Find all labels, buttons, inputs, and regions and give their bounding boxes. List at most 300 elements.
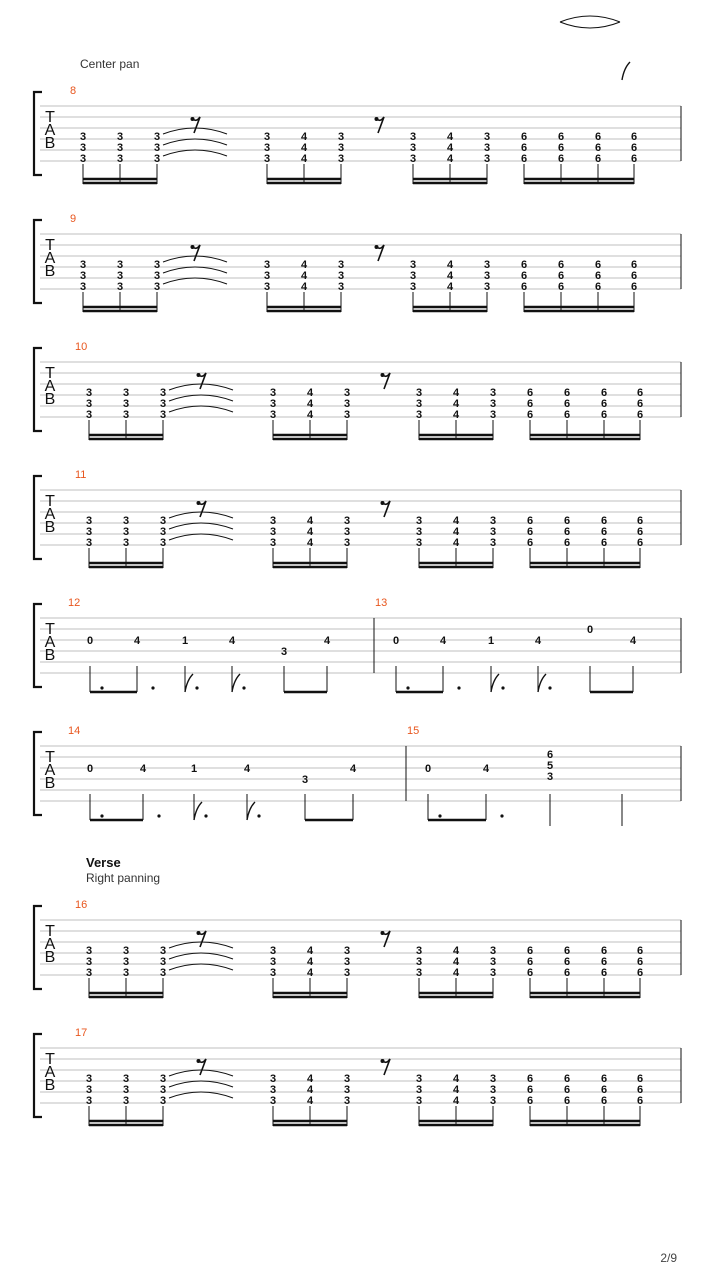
fret-number: 3 bbox=[415, 1084, 423, 1096]
measure-number: 8 bbox=[70, 85, 77, 97]
tab-clef-letter: B bbox=[44, 135, 56, 152]
fret-number: 3 bbox=[415, 409, 423, 421]
measure-number: 17 bbox=[75, 1027, 88, 1039]
system-brace bbox=[34, 92, 42, 175]
fret-number: 3 bbox=[489, 945, 497, 957]
fret-number: 3 bbox=[343, 409, 351, 421]
eighth-rest bbox=[381, 373, 391, 389]
fret-number: 4 bbox=[228, 635, 236, 647]
center-pan-annotation: Center pan bbox=[80, 57, 140, 71]
fret-number: 1 bbox=[190, 763, 198, 775]
tab-clef-letter: T bbox=[45, 923, 55, 940]
note-flag bbox=[232, 674, 240, 692]
fret-number: 3 bbox=[489, 1073, 497, 1085]
fret-number: 6 bbox=[594, 153, 602, 165]
tie-arc bbox=[163, 139, 227, 145]
system-brace bbox=[34, 906, 42, 989]
fret-number: 6 bbox=[563, 1095, 571, 1107]
verse-section-label: Verse bbox=[86, 855, 121, 870]
tab-clef-letter: A bbox=[44, 1064, 56, 1081]
fret-number: 6 bbox=[563, 409, 571, 421]
fret-number: 3 bbox=[122, 956, 130, 968]
fret-number: 4 bbox=[534, 635, 542, 647]
fret-number: 4 bbox=[452, 956, 460, 968]
fret-number: 4 bbox=[452, 398, 460, 410]
tab-clef-letter: B bbox=[44, 391, 56, 408]
fret-number: 3 bbox=[269, 515, 277, 527]
fret-number: 3 bbox=[153, 142, 161, 154]
eighth-rest-dot bbox=[197, 931, 201, 935]
eighth-rest-dot bbox=[197, 1059, 201, 1063]
tab-clef-letter: A bbox=[44, 762, 56, 779]
eighth-rest bbox=[375, 117, 385, 133]
fret-number: 3 bbox=[85, 515, 93, 527]
fret-number: 3 bbox=[263, 270, 271, 282]
fret-number: 3 bbox=[159, 409, 167, 421]
system-brace bbox=[34, 348, 42, 431]
fret-number: 3 bbox=[343, 956, 351, 968]
tab-clef-letter: B bbox=[44, 949, 56, 966]
fret-number: 3 bbox=[159, 526, 167, 538]
dotted-rhythm bbox=[151, 686, 154, 689]
fret-number: 4 bbox=[306, 537, 314, 549]
eighth-rest-dot bbox=[197, 373, 201, 377]
fret-number: 6 bbox=[526, 956, 534, 968]
fret-number: 3 bbox=[116, 153, 124, 165]
fret-number: 3 bbox=[269, 1073, 277, 1085]
fret-number: 6 bbox=[594, 281, 602, 293]
fret-number: 3 bbox=[409, 259, 417, 271]
fret-number: 3 bbox=[415, 387, 423, 399]
measure-number: 16 bbox=[75, 899, 88, 911]
fret-number: 3 bbox=[85, 1084, 93, 1096]
fret-number: 4 bbox=[446, 153, 454, 165]
fret-number: 3 bbox=[122, 537, 130, 549]
fret-number: 4 bbox=[482, 763, 490, 775]
fret-number: 3 bbox=[269, 1084, 277, 1096]
fret-number: 3 bbox=[122, 1084, 130, 1096]
fret-number: 3 bbox=[85, 526, 93, 538]
fret-number: 3 bbox=[415, 956, 423, 968]
dotted-rhythm bbox=[500, 814, 503, 817]
fret-number: 4 bbox=[446, 281, 454, 293]
fret-number: 3 bbox=[489, 967, 497, 979]
fret-number: 4 bbox=[300, 131, 308, 143]
tie-arc bbox=[169, 1081, 233, 1087]
tab-clef-letter: T bbox=[45, 749, 55, 766]
fret-number: 3 bbox=[269, 1095, 277, 1107]
fret-number: 3 bbox=[337, 142, 345, 154]
fret-number: 6 bbox=[520, 153, 528, 165]
tab-clef-letter: T bbox=[45, 621, 55, 638]
fret-number: 6 bbox=[594, 259, 602, 271]
fret-number: 6 bbox=[636, 537, 644, 549]
tab-clef-letter: T bbox=[45, 109, 55, 126]
fret-number: 3 bbox=[489, 515, 497, 527]
fret-number: 3 bbox=[85, 1095, 93, 1107]
fret-number: 6 bbox=[563, 515, 571, 527]
fret-number: 3 bbox=[159, 1095, 167, 1107]
eighth-rest-dot bbox=[381, 1059, 385, 1063]
fret-number: 3 bbox=[483, 142, 491, 154]
fret-number: 6 bbox=[526, 515, 534, 527]
system-brace bbox=[34, 476, 42, 559]
fret-number: 6 bbox=[526, 1084, 534, 1096]
fret-number: 4 bbox=[306, 1084, 314, 1096]
fret-number: 4 bbox=[306, 1095, 314, 1107]
fret-number: 3 bbox=[489, 409, 497, 421]
fret-number: 3 bbox=[337, 259, 345, 271]
tie-arc bbox=[169, 964, 233, 970]
fret-number: 3 bbox=[415, 515, 423, 527]
note-flag bbox=[538, 674, 546, 692]
fret-number: 6 bbox=[526, 967, 534, 979]
fret-number: 3 bbox=[122, 945, 130, 957]
fret-number: 3 bbox=[269, 526, 277, 538]
page-indicator: 2/9 bbox=[660, 1251, 677, 1265]
system-brace bbox=[34, 1034, 42, 1117]
fret-number: 4 bbox=[452, 1095, 460, 1107]
fret-number: 3 bbox=[415, 1073, 423, 1085]
fret-number: 4 bbox=[439, 635, 447, 647]
fret-number: 3 bbox=[546, 771, 554, 783]
fret-number: 3 bbox=[269, 537, 277, 549]
fret-number: 6 bbox=[563, 1084, 571, 1096]
fret-number: 3 bbox=[122, 387, 130, 399]
fret-number: 3 bbox=[263, 259, 271, 271]
fret-number: 3 bbox=[489, 398, 497, 410]
measure-number: 9 bbox=[70, 213, 77, 225]
tab-clef-letter: A bbox=[44, 936, 56, 953]
fret-number: 3 bbox=[415, 967, 423, 979]
fret-number: 6 bbox=[594, 131, 602, 143]
fret-number: 3 bbox=[85, 387, 93, 399]
fret-number: 6 bbox=[557, 153, 565, 165]
eighth-rest-dot bbox=[375, 245, 379, 249]
tab-clef-letter: T bbox=[45, 237, 55, 254]
fret-number: 3 bbox=[343, 387, 351, 399]
fret-number: 3 bbox=[122, 398, 130, 410]
fret-number: 4 bbox=[629, 635, 637, 647]
fret-number: 6 bbox=[520, 281, 528, 293]
fret-number: 3 bbox=[153, 259, 161, 271]
fret-number: 6 bbox=[563, 387, 571, 399]
fret-number: 3 bbox=[159, 515, 167, 527]
fret-number: 6 bbox=[630, 131, 638, 143]
fret-number: 3 bbox=[159, 537, 167, 549]
fret-number: 6 bbox=[636, 956, 644, 968]
fret-number: 4 bbox=[300, 259, 308, 271]
fret-number: 3 bbox=[343, 1073, 351, 1085]
system-brace bbox=[34, 732, 42, 815]
tab-clef-letter: A bbox=[44, 506, 56, 523]
fret-number: 6 bbox=[600, 945, 608, 957]
fret-number: 6 bbox=[526, 526, 534, 538]
note-flag bbox=[622, 62, 630, 80]
fret-number: 4 bbox=[300, 270, 308, 282]
fret-number: 6 bbox=[526, 1073, 534, 1085]
fret-number: 0 bbox=[392, 635, 400, 647]
tab-clef-letter: A bbox=[44, 378, 56, 395]
fret-number: 0 bbox=[586, 624, 594, 636]
eighth-rest bbox=[381, 1059, 391, 1075]
dotted-rhythm bbox=[100, 686, 103, 689]
fret-number: 3 bbox=[116, 270, 124, 282]
fret-number: 4 bbox=[306, 1073, 314, 1085]
fret-number: 3 bbox=[489, 387, 497, 399]
fret-number: 3 bbox=[337, 153, 345, 165]
measure-number: 12 bbox=[68, 597, 81, 609]
fret-number: 3 bbox=[343, 526, 351, 538]
tab-clef-letter: B bbox=[44, 263, 56, 280]
eighth-rest bbox=[191, 117, 201, 133]
fret-number: 4 bbox=[133, 635, 141, 647]
fret-number: 6 bbox=[636, 409, 644, 421]
fret-number: 3 bbox=[343, 398, 351, 410]
fret-number: 6 bbox=[557, 142, 565, 154]
fret-number: 3 bbox=[85, 967, 93, 979]
fret-number: 4 bbox=[323, 635, 331, 647]
fret-number: 6 bbox=[563, 967, 571, 979]
fret-number: 1 bbox=[181, 635, 189, 647]
eighth-rest-dot bbox=[191, 117, 195, 121]
dotted-rhythm bbox=[548, 686, 551, 689]
fret-number: 4 bbox=[452, 967, 460, 979]
fret-number: 3 bbox=[489, 526, 497, 538]
fret-number: 6 bbox=[636, 526, 644, 538]
fret-number: 3 bbox=[122, 1095, 130, 1107]
fret-number: 4 bbox=[349, 763, 357, 775]
fret-number: 4 bbox=[300, 142, 308, 154]
fret-number: 3 bbox=[483, 259, 491, 271]
fret-number: 6 bbox=[630, 270, 638, 282]
fret-number: 6 bbox=[526, 945, 534, 957]
fret-number: 3 bbox=[153, 153, 161, 165]
dotted-rhythm bbox=[406, 686, 409, 689]
fret-number: 6 bbox=[636, 1095, 644, 1107]
dotted-rhythm bbox=[457, 686, 460, 689]
fret-number: 3 bbox=[337, 270, 345, 282]
fret-number: 3 bbox=[343, 945, 351, 957]
fret-number: 4 bbox=[452, 387, 460, 399]
fret-number: 4 bbox=[306, 398, 314, 410]
fret-number: 6 bbox=[636, 1084, 644, 1096]
tie-arc bbox=[163, 267, 227, 273]
fret-number: 3 bbox=[153, 270, 161, 282]
note-flag bbox=[185, 674, 193, 692]
eighth-rest bbox=[197, 1059, 207, 1075]
fret-number: 6 bbox=[636, 967, 644, 979]
tie-arc bbox=[169, 395, 233, 401]
fret-number: 3 bbox=[116, 259, 124, 271]
fret-number: 6 bbox=[563, 526, 571, 538]
fret-number: 3 bbox=[85, 409, 93, 421]
fret-number: 3 bbox=[409, 142, 417, 154]
fret-number: 3 bbox=[269, 387, 277, 399]
fret-number: 3 bbox=[263, 142, 271, 154]
fret-number: 3 bbox=[489, 956, 497, 968]
eighth-rest-dot bbox=[191, 245, 195, 249]
fret-number: 6 bbox=[636, 1073, 644, 1085]
eighth-rest bbox=[191, 245, 201, 261]
fret-number: 3 bbox=[122, 1073, 130, 1085]
dotted-rhythm bbox=[438, 814, 441, 817]
fret-number: 6 bbox=[563, 956, 571, 968]
fret-number: 3 bbox=[263, 131, 271, 143]
dotted-rhythm bbox=[242, 686, 245, 689]
fret-number: 4 bbox=[446, 259, 454, 271]
dotted-rhythm bbox=[157, 814, 160, 817]
fret-number: 3 bbox=[409, 153, 417, 165]
tab-clef-letter: B bbox=[44, 1077, 56, 1094]
fret-number: 3 bbox=[343, 1084, 351, 1096]
fret-number: 5 bbox=[546, 760, 554, 772]
eighth-rest bbox=[197, 373, 207, 389]
fret-number: 6 bbox=[557, 281, 565, 293]
fret-number: 4 bbox=[300, 153, 308, 165]
dotted-rhythm bbox=[195, 686, 198, 689]
fret-number: 3 bbox=[343, 967, 351, 979]
fret-number: 4 bbox=[452, 526, 460, 538]
tab-clef-letter: T bbox=[45, 1051, 55, 1068]
fret-number: 6 bbox=[563, 537, 571, 549]
fret-number: 6 bbox=[630, 153, 638, 165]
fret-number: 3 bbox=[153, 281, 161, 293]
fret-number: 3 bbox=[301, 774, 309, 786]
fret-number: 3 bbox=[343, 537, 351, 549]
fret-number: 3 bbox=[85, 537, 93, 549]
fret-number: 6 bbox=[563, 398, 571, 410]
fret-number: 3 bbox=[337, 281, 345, 293]
fret-number: 3 bbox=[489, 1084, 497, 1096]
fret-number: 3 bbox=[483, 153, 491, 165]
fret-number: 3 bbox=[153, 131, 161, 143]
tab-clef-letter: A bbox=[44, 634, 56, 651]
fret-number: 3 bbox=[122, 967, 130, 979]
fret-number: 6 bbox=[526, 1095, 534, 1107]
fret-number: 6 bbox=[546, 749, 554, 761]
fret-number: 6 bbox=[600, 409, 608, 421]
fret-number: 0 bbox=[86, 763, 94, 775]
tie-arc bbox=[163, 278, 227, 284]
fret-number: 3 bbox=[343, 1095, 351, 1107]
fret-number: 3 bbox=[116, 131, 124, 143]
note-flag bbox=[247, 802, 255, 820]
fret-number: 6 bbox=[526, 387, 534, 399]
fret-number: 6 bbox=[636, 945, 644, 957]
fret-number: 6 bbox=[630, 259, 638, 271]
fret-number: 3 bbox=[415, 945, 423, 957]
fret-number: 4 bbox=[446, 142, 454, 154]
eighth-rest-dot bbox=[381, 931, 385, 935]
measure-number: 10 bbox=[75, 341, 88, 353]
fret-number: 3 bbox=[79, 281, 87, 293]
fret-number: 3 bbox=[85, 945, 93, 957]
fret-number: 4 bbox=[452, 945, 460, 957]
fret-number: 6 bbox=[563, 1073, 571, 1085]
fret-number: 0 bbox=[86, 635, 94, 647]
fret-number: 6 bbox=[520, 259, 528, 271]
tie-arc bbox=[163, 150, 227, 156]
eighth-rest bbox=[375, 245, 385, 261]
tab-clef-letter: B bbox=[44, 519, 56, 536]
eighth-rest-dot bbox=[375, 117, 379, 121]
fret-number: 4 bbox=[446, 270, 454, 282]
fret-number: 3 bbox=[159, 398, 167, 410]
tie-arc bbox=[169, 1092, 233, 1098]
fret-number: 6 bbox=[600, 1095, 608, 1107]
fret-number: 3 bbox=[263, 153, 271, 165]
fret-number: 3 bbox=[79, 131, 87, 143]
fret-number: 3 bbox=[79, 142, 87, 154]
measure-number: 14 bbox=[68, 725, 81, 737]
tie-arc bbox=[560, 16, 620, 22]
fret-number: 3 bbox=[79, 270, 87, 282]
fret-number: 4 bbox=[306, 387, 314, 399]
fret-number: 6 bbox=[520, 131, 528, 143]
fret-number: 3 bbox=[483, 270, 491, 282]
fret-number: 6 bbox=[636, 515, 644, 527]
fret-number: 4 bbox=[452, 515, 460, 527]
fret-number: 3 bbox=[85, 1073, 93, 1085]
fret-number: 3 bbox=[269, 398, 277, 410]
fret-number: 3 bbox=[116, 281, 124, 293]
dotted-rhythm bbox=[257, 814, 260, 817]
tab-clef-letter: B bbox=[44, 775, 56, 792]
fret-number: 6 bbox=[600, 1084, 608, 1096]
eighth-rest bbox=[381, 931, 391, 947]
fret-number: 6 bbox=[557, 259, 565, 271]
fret-number: 6 bbox=[594, 270, 602, 282]
fret-number: 3 bbox=[79, 153, 87, 165]
fret-number: 6 bbox=[563, 945, 571, 957]
fret-number: 6 bbox=[600, 387, 608, 399]
eighth-rest bbox=[197, 501, 207, 517]
fret-number: 4 bbox=[452, 1073, 460, 1085]
right-panning-annotation: Right panning bbox=[86, 871, 161, 885]
fret-number: 6 bbox=[594, 142, 602, 154]
fret-number: 6 bbox=[630, 281, 638, 293]
fret-number: 4 bbox=[452, 537, 460, 549]
fret-number: 4 bbox=[452, 1084, 460, 1096]
note-flag bbox=[194, 802, 202, 820]
measure-number: 13 bbox=[375, 597, 388, 609]
fret-number: 3 bbox=[415, 526, 423, 538]
fret-number: 6 bbox=[600, 956, 608, 968]
eighth-rest-dot bbox=[197, 501, 201, 505]
fret-number: 3 bbox=[415, 1095, 423, 1107]
fret-number: 3 bbox=[159, 387, 167, 399]
dotted-rhythm bbox=[501, 686, 504, 689]
measure-number: 11 bbox=[75, 469, 87, 481]
fret-number: 4 bbox=[306, 526, 314, 538]
fret-number: 3 bbox=[85, 956, 93, 968]
fret-number: 6 bbox=[557, 131, 565, 143]
fret-number: 6 bbox=[630, 142, 638, 154]
fret-number: 3 bbox=[409, 131, 417, 143]
fret-number: 3 bbox=[409, 270, 417, 282]
note-flag bbox=[491, 674, 499, 692]
fret-number: 6 bbox=[526, 537, 534, 549]
fret-number: 3 bbox=[269, 967, 277, 979]
fret-number: 6 bbox=[600, 515, 608, 527]
fret-number: 6 bbox=[526, 398, 534, 410]
fret-number: 6 bbox=[557, 270, 565, 282]
tie-arc bbox=[169, 534, 233, 540]
fret-number: 6 bbox=[636, 398, 644, 410]
fret-number: 4 bbox=[306, 409, 314, 421]
fret-number: 3 bbox=[415, 398, 423, 410]
